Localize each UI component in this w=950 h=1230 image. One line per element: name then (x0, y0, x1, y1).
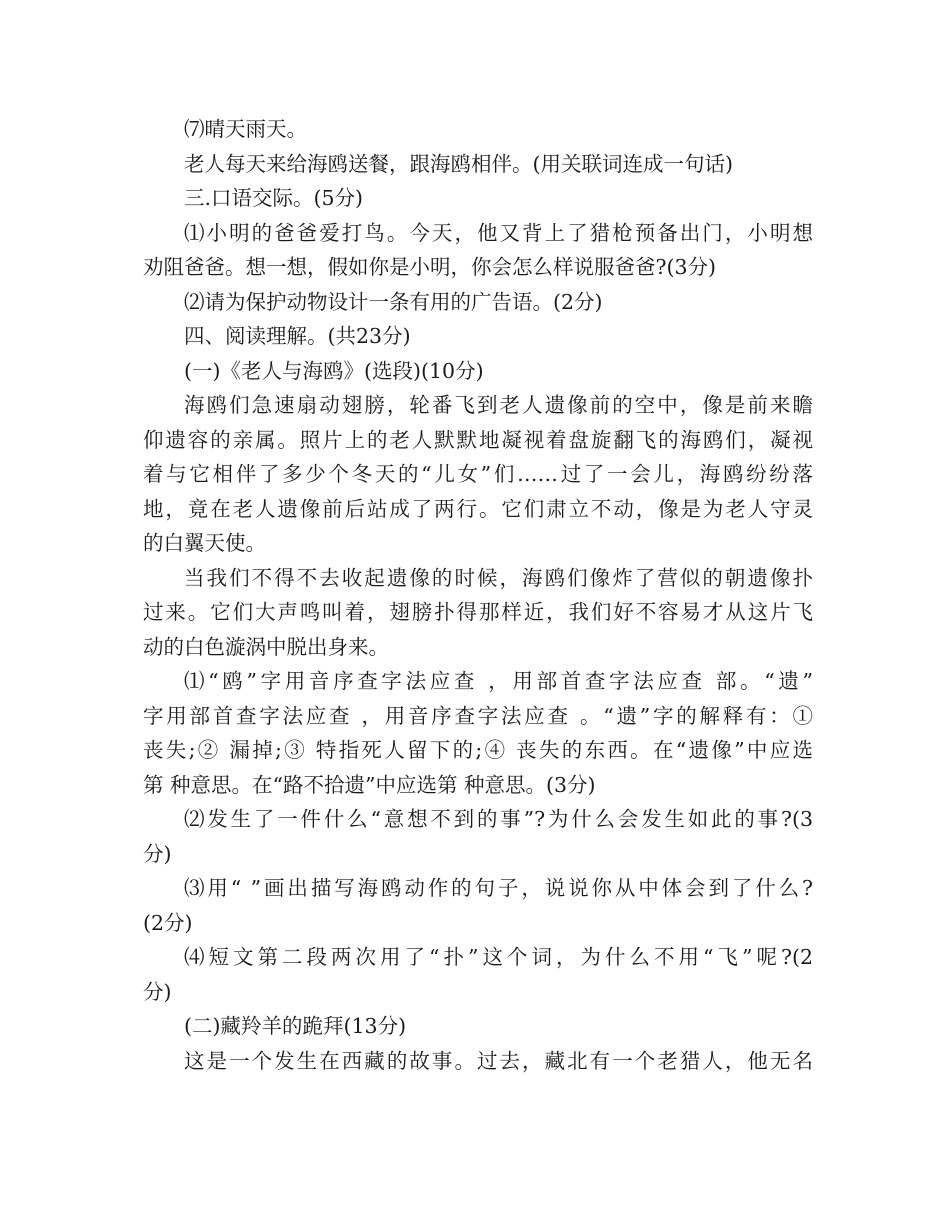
text-line: ⑴“鸥”字用音序查字法应查 ，用部首查字法应查 部。“遗” (184, 669, 813, 693)
text-line: ⑺晴天雨天。 (184, 117, 307, 141)
text-line: 地，竟在老人遗像前后站成了两行。它们肃立不动，像是为老人守灵 (143, 496, 813, 521)
text-line: 三.口语交际。(5分) (184, 186, 364, 210)
text-line: 这是一个发生在西藏的故事。过去，藏北有一个老猎人，他无名 (184, 1048, 813, 1073)
text-line: 劝阻爸爸。想一想，假如你是小明，你会怎么样说服爸爸?(3分) (143, 255, 717, 279)
text-line: (二)藏羚羊的跪拜(13分) (184, 1014, 407, 1038)
text-line: 仰遗容的亲属。照片上的老人默默地凝视着盘旋翻飞的海鸥们，凝视 (143, 427, 813, 452)
text-line: 动的白色漩涡中脱出身来。 (143, 634, 389, 659)
text-line: 着与它相伴了多少个冬天的“儿女”们……过了一会儿，海鸥纷纷落 (143, 462, 813, 486)
text-line: 的白翼天使。 (143, 531, 266, 555)
text-line: 字用部首查字法应查 ，用音序查字法应查 。“遗”字的解释有：① (143, 703, 813, 728)
text-line: ⑷短文第二段两次用了“扑”这个词，为什么不用“飞”呢?(2 (184, 945, 813, 969)
text-line: 第 种意思。在“路不拾遗”中应选第 种意思。(3分) (143, 772, 596, 797)
text-line: 分) (143, 979, 172, 1004)
text-line: ⑴小明的爸爸爱打鸟。今天，他又背上了猎枪预备出门，小明想 (184, 220, 813, 245)
text-line: 过来。它们大声鸣叫着，翅膀扑得那样近，我们好不容易才从这片飞 (143, 600, 813, 624)
text-line: (2分) (143, 910, 193, 935)
text-line: 分) (143, 841, 172, 866)
text-line: 四、阅读理解。(共23分) (184, 324, 411, 348)
text-line: ⑵发生了一件什么“意想不到的事”?为什么会发生如此的事?(3 (184, 807, 813, 831)
text-line: 丧失;② 漏掉;③ 特指死人留下的;④ 丧失的东西。在“遗像”中应选 (143, 738, 813, 762)
text-line: ⑵请为保护动物设计一条有用的广告语。(2分) (184, 289, 603, 314)
text-line: 当我们不得不去收起遗像的时候，海鸥们像炸了营似的朝遗像扑 (184, 565, 813, 590)
text-line: 海鸥们急速扇动翅膀，轮番飞到老人遗像前的空中，像是前来瞻 (184, 393, 813, 417)
document-body (143, 112, 813, 1078)
text-line: (一)《老人与海鸥》(选段)(10分) (184, 358, 484, 383)
text-line: 老人每天来给海鸥送餐，跟海鸥相伴。(用关联词连成一句话) (184, 151, 733, 176)
text-line: ⑶用“ ”画出描写海鸥动作的句子，说说你从中体会到了什么? (184, 876, 813, 900)
